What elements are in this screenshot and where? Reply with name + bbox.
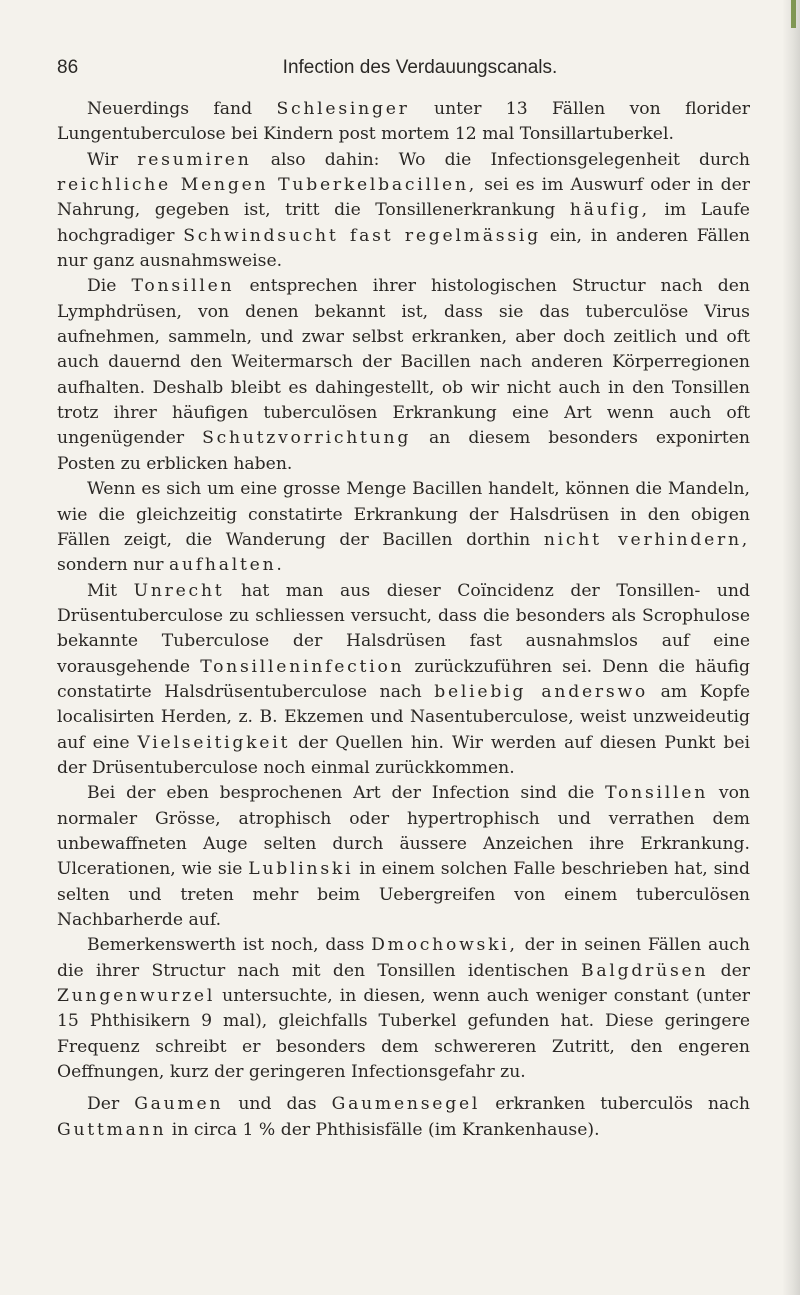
paragraph-2 [57,148,750,275]
spaced-emphasis: Schwindsucht fast regelmässig [183,225,541,246]
spaced-emphasis: Tonsillen [605,783,709,804]
text-run: Die [87,276,132,297]
page-edge-shadow [782,0,800,1295]
text-run: also dahin: Wo die Infectionsgelegenheit durch [251,149,750,170]
page-number: 86 [57,57,79,78]
spaced-emphasis: Schlesinger [276,99,410,119]
spaced-emphasis: Lublinski [248,859,354,880]
paragraph-3 [57,274,750,477]
text-run: von normaler Grösse, atrophisch oder hypertrophisch und verrathen dem unbewaffneten Auge selten durch äussere Anzeichen ihre Erkrankung. Ulcerationen, wie sie [57,783,750,880]
spaced-emphasis: beliebig anderswo [434,681,649,702]
running-title: Infection des Verdauungscanals. [282,57,558,78]
text-run: untersuchte, in diesen, wenn auch weniger constant (unter 15 Phthisikern 9 mal), gleichfalls Tuberkel gefunden hat. Diese geringere Frequenz schreibt er besonders dem schwereren Zutritt, den engeren Oeffnungen, kurz der geringeren Infectionsgefahr zu. [57,986,750,1083]
text-run: unter 13 Fällen von florider Lungentuberculose bei Kindern post mortem 12 mal Tonsillartuberkel. [57,99,750,145]
text-run: an diesem besonders exponirten Posten zu erblicken haben. [57,428,750,474]
spaced-emphasis: reichliche Mengen Tuberkelbacillen, [57,175,478,196]
spaced-emphasis: Zungenwurzel [57,986,216,1007]
text-run: in einem solchen Falle beschrieben hat, sind selten und treten mehr beim Uebergreifen von einem tuberculösen Nachbarherde auf. [57,859,750,930]
text-run: Wenn es sich um eine grosse Menge Bacillen handelt, können die Mandeln, wie die gleichzeitig constatirte Erkrankung der Halsdrüsen in den obigen Fällen zeigt, die Wanderung der Bacillen dorthin [57,479,750,550]
spaced-emphasis: resumiren [137,149,252,170]
spaced-emphasis: Gaumen [134,1094,224,1115]
spaced-emphasis: Unrecht [133,580,225,601]
text-run: der Quellen hin. Wir werden auf diesen Punkt bei der Drüsentuberculose noch einmal zurückkommen. [57,732,750,778]
spaced-emphasis: Tonsilleninfection [200,656,405,677]
spaced-emphasis: Dmochowski, [371,935,518,956]
page-header [50,57,750,83]
paragraph-4 [57,477,750,578]
text-run: sei es im Auswurf oder in der Nahrung, gegeben ist, tritt die Tonsillenerkrankung [57,175,751,221]
text-run: sondern nur [57,555,169,576]
spaced-emphasis: Vielseitigkeit [137,732,291,753]
text-run: Der [87,1094,135,1115]
text-run: in circa 1 % der Phthisisfälle (im Krankenhause). [166,1119,600,1140]
page-edge-mark [791,0,796,28]
spaced-emphasis: Tonsillen [131,276,235,297]
text-run: Bemerkenswerth ist noch, dass [87,935,372,956]
spaced-emphasis: aufhalten. [168,555,285,576]
text-run: entsprechen ihrer histologischen Structur nach den Lymphdrüsen, von denen bekannt ist, dass sie das tuberculöse Virus aufnehmen, sammeln, und zwar selbst erkranken, aber doch zeitlich und oft auch dauernd den Weitermarsch der Bacillen nach anderen Körperregionen aufhalten. Deshalb bleibt es dahingestellt, ob wir nicht auch in den Tonsillen trotz ihrer häufigen tuberculösen Erkrankung eine Art wenn auch oft ungenügender [57,276,750,449]
text-run: im Laufe hochgradiger [57,200,750,246]
spaced-emphasis: Schutzvorrichtung [202,428,412,449]
spaced-emphasis: Balgdrüsen [581,960,709,981]
paragraph-1 [57,97,750,148]
body-text [57,97,750,1143]
text-run: erkranken tuberculös nach [480,1094,750,1115]
text-run: Mit [87,580,134,601]
text-run: hat man aus dieser Coïncidenz der Tonsillen- und Drüsentuberculose zu schliessen versucht, dass die besonders als Scrophulose bekannte Tuberculose der Halsdrüsen fast ausnahmslos auf eine vorausgehende [57,580,751,677]
spaced-emphasis: häufig, [569,200,650,221]
paragraph-5 [57,579,750,782]
text-run: der in seinen Fällen auch die ihrer Structur nach mit den Tonsillen identischen [57,935,750,981]
text-run: zurückzuführen sei. Denn die häufig constatirte Halsdrüsentuberculose nach [57,656,750,702]
paragraph-8 [57,1092,750,1143]
text-run: Neuerdings fand [87,99,277,119]
spaced-emphasis: Guttmann [57,1119,167,1140]
text-run: Wir [87,149,138,170]
spaced-emphasis: nicht verhindern, [543,529,750,550]
paragraph-6 [57,781,750,933]
text-run: der [708,960,750,981]
text-run: und das [223,1094,332,1115]
text-run: am Kopfe localisirten Herden, z. B. Ekzemen und Nasentuberculose, weist unzweideutig auf eine [57,681,750,753]
text-run: Bei der eben besprochenen Art der Infection sind die [87,783,606,804]
spaced-emphasis: Gaumensegel [331,1094,481,1115]
text-run: ein, in anderen Fällen nur ganz ausnahmsweise. [57,225,750,272]
paragraph-7 [57,933,750,1085]
